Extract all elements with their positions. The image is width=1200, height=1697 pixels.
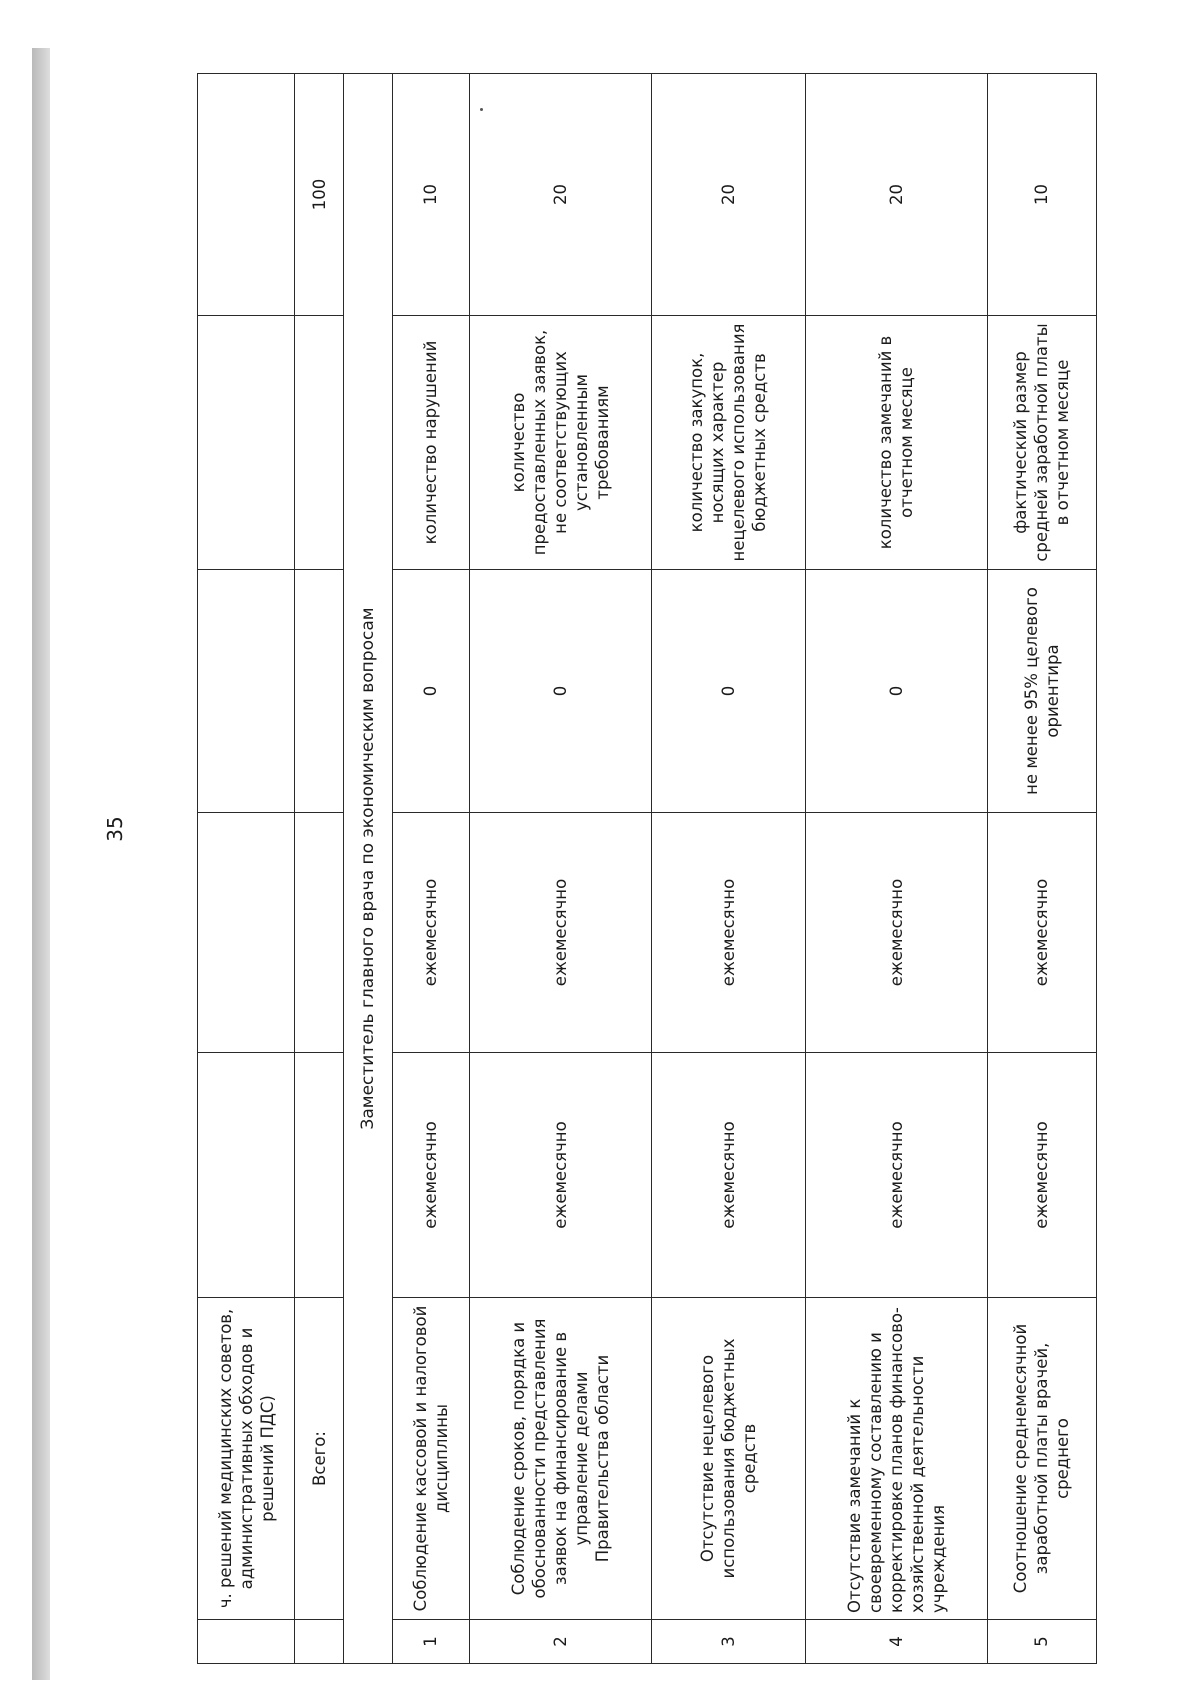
periodicity-2: ежемесячно xyxy=(987,813,1096,1053)
periodicity-1: ежемесячно xyxy=(392,1053,469,1298)
scan-edge-shadow xyxy=(32,48,50,1680)
table-row xyxy=(805,74,987,1664)
indicator-text: количество замечаний в отчетном месяце xyxy=(805,316,987,570)
table-row-continuation xyxy=(198,74,295,1664)
points-value: 20 xyxy=(651,74,805,316)
row-number: 3 xyxy=(651,1620,805,1664)
indicator-text: количество закупок, носящих характер нецелевого использования бюджетных средств xyxy=(651,316,805,570)
criterion-text: Соотношение среднемесячной заработной платы врачей, среднего xyxy=(987,1298,1096,1620)
total-points: 100 xyxy=(295,74,344,316)
points-value: 10 xyxy=(987,74,1096,316)
cell-target xyxy=(198,570,295,813)
target-value: 0 xyxy=(469,570,651,813)
criterion-text: Отсутствие нецелевого использования бюджетных средств xyxy=(651,1298,805,1620)
table-row xyxy=(469,74,651,1664)
periodicity-1: ежемесячно xyxy=(987,1053,1096,1298)
row-number: 2 xyxy=(469,1620,651,1664)
target-value: 0 xyxy=(392,570,469,813)
table-row xyxy=(987,74,1096,1664)
indicator-text: количество нарушений xyxy=(392,316,469,570)
cell-periodicity-2 xyxy=(198,813,295,1053)
cell-target xyxy=(295,570,344,813)
indicator-text: фактический размер средней заработной платы в отчетном месяце xyxy=(987,316,1096,570)
table-row-total xyxy=(295,74,344,1664)
row-number: 4 xyxy=(805,1620,987,1664)
periodicity-1: ежемесячно xyxy=(469,1053,651,1298)
points-value: 10 xyxy=(392,74,469,316)
points-value: 20 xyxy=(469,74,651,316)
periodicity-2: ежемесячно xyxy=(651,813,805,1053)
cell-indicator xyxy=(295,316,344,570)
periodicity-1: ежемесячно xyxy=(651,1053,805,1298)
cell-num xyxy=(198,1620,295,1664)
criterion-text: Соблюдение кассовой и налоговой дисциплины xyxy=(392,1298,469,1620)
periodicity-2: ежемесячно xyxy=(469,813,651,1053)
cell-num xyxy=(295,1620,344,1664)
cell-indicator xyxy=(198,316,295,570)
criteria-table xyxy=(197,73,1097,1664)
periodicity-2: ежемесячно xyxy=(805,813,987,1053)
indicator-text: количество предоставленных заявок, не соответствующих установленным требованиям xyxy=(469,316,651,570)
periodicity-1: ежемесячно xyxy=(805,1053,987,1298)
page-number: 35 xyxy=(103,816,127,842)
periodicity-2: ежемесячно xyxy=(392,813,469,1053)
criterion-text: Соблюдение сроков, порядка и обоснованности представления заявок на финансирование в управление делами Правительства области xyxy=(469,1298,651,1620)
cell-periodicity-1 xyxy=(295,1053,344,1298)
section-title: Заместитель главного врача по экономическим вопросам xyxy=(344,74,393,1664)
section-heading-row xyxy=(344,74,393,1664)
row-number: 5 xyxy=(987,1620,1096,1664)
cell-periodicity-2 xyxy=(295,813,344,1053)
total-label: Всего: xyxy=(295,1298,344,1620)
cell-points xyxy=(198,74,295,316)
row-number: 1 xyxy=(392,1620,469,1664)
table-row xyxy=(651,74,805,1664)
cell-criterion: ч. решений медицинских советов, административных обходов и решений ПДС) xyxy=(198,1298,295,1620)
table-row xyxy=(392,74,469,1664)
criterion-text: Отсутствие замечаний к своевременному составлению и корректировке планов финансово-хозяйственной деятельности учреждения xyxy=(805,1298,987,1620)
target-value: не менее 95% целевого ориентира xyxy=(987,570,1096,813)
cell-periodicity-1 xyxy=(198,1053,295,1298)
rotated-table-frame xyxy=(197,74,1097,1664)
points-value: 20 xyxy=(805,74,987,316)
target-value: 0 xyxy=(805,570,987,813)
target-value: 0 xyxy=(651,570,805,813)
